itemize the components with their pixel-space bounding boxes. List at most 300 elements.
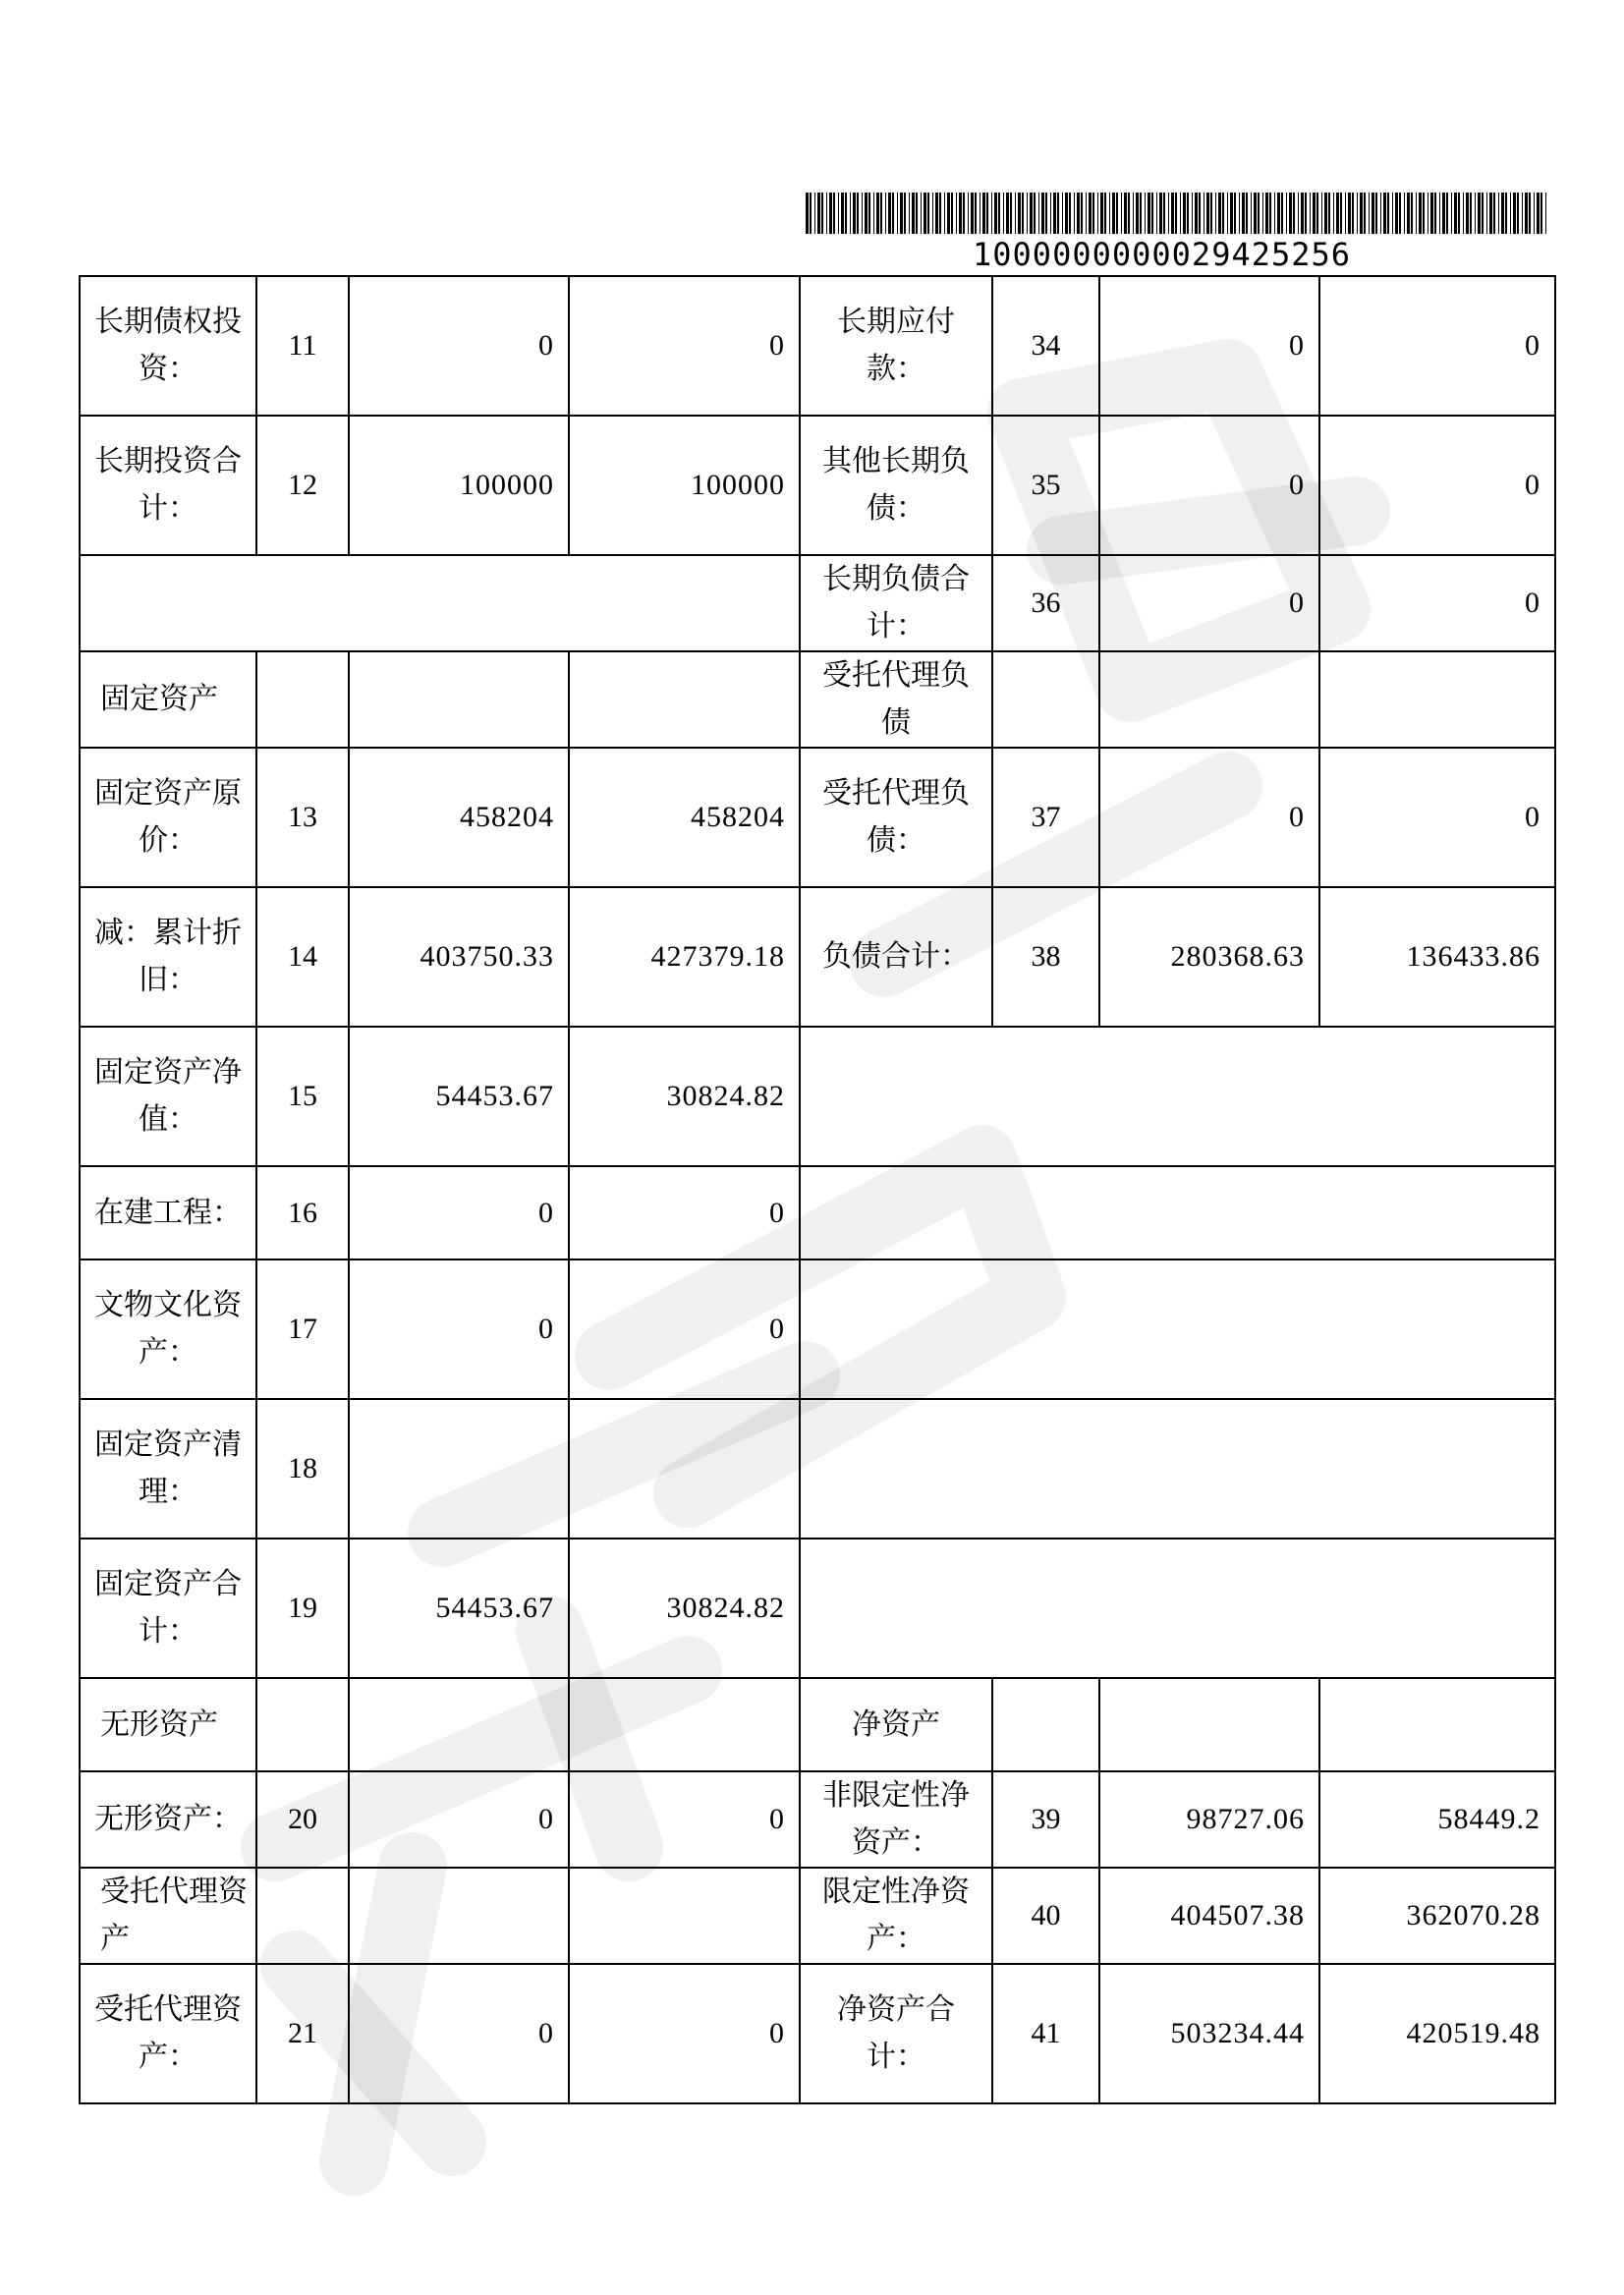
barcode-bar — [1493, 193, 1495, 234]
right-value-2: 0 — [1319, 748, 1555, 887]
barcode-bar — [1041, 193, 1044, 234]
barcode-bar — [1121, 193, 1122, 234]
right-empty-cell — [800, 1259, 1555, 1399]
barcode-bar — [932, 193, 933, 234]
left-empty-cell — [80, 555, 800, 651]
left-value-2 — [569, 651, 800, 748]
barcode-bar — [833, 193, 835, 234]
barcode-bar — [1451, 193, 1452, 234]
barcode-bar — [1195, 193, 1198, 234]
barcode-bar — [968, 193, 969, 234]
barcode-bar — [1439, 193, 1440, 234]
barcode-bar — [971, 193, 974, 234]
right-value-1: 0 — [1099, 748, 1319, 887]
barcode-bar — [865, 193, 868, 234]
barcode-bar — [1136, 193, 1139, 234]
barcode-bar — [1352, 193, 1354, 234]
barcode-bar — [1505, 193, 1507, 234]
barcode-bar — [1498, 193, 1499, 234]
left-line-number: 20 — [256, 1771, 349, 1868]
barcode-bar — [991, 193, 992, 234]
barcode-bar — [1336, 193, 1339, 234]
barcode-bars — [806, 193, 1552, 234]
barcode-bar — [1423, 193, 1425, 234]
barcode-bar — [1050, 193, 1051, 234]
barcode-bar — [1227, 193, 1228, 234]
right-value-2: 136433.86 — [1319, 887, 1555, 1027]
barcode-bar — [1269, 193, 1271, 234]
barcode-bar — [1537, 193, 1540, 234]
barcode-bar — [1018, 193, 1021, 234]
table-row — [80, 1259, 1555, 1399]
barcode-bar — [951, 193, 953, 234]
barcode-bar — [1281, 193, 1283, 234]
barcode-bar — [1501, 193, 1504, 234]
left-line-number: 17 — [256, 1259, 349, 1399]
barcode-bar — [1100, 193, 1103, 234]
right-line-number: 34 — [992, 276, 1099, 416]
barcode-bar — [975, 193, 977, 234]
right-line-number — [992, 1678, 1099, 1771]
left-line-number — [256, 1868, 349, 1964]
barcode-bar — [888, 193, 891, 234]
barcode-bar — [1022, 193, 1024, 234]
barcode-bar — [897, 193, 898, 234]
barcode-bar — [916, 193, 918, 234]
barcode-bar — [900, 193, 903, 234]
barcode-bar — [1062, 193, 1063, 234]
balance-sheet-table — [79, 275, 1556, 2104]
right-line-number — [992, 651, 1099, 748]
left-item-label: 固定资产 — [80, 651, 256, 748]
barcode-bar — [1089, 193, 1092, 234]
left-value-1: 458204 — [349, 748, 569, 887]
table-row — [80, 1027, 1555, 1166]
barcode-bar — [1357, 193, 1358, 234]
barcode-bar — [1234, 193, 1236, 234]
barcode-bar — [1486, 193, 1487, 234]
barcode-bar — [963, 193, 965, 234]
barcode-bar — [1206, 193, 1209, 234]
right-value-1 — [1099, 1678, 1319, 1771]
right-empty-cell — [800, 1166, 1555, 1259]
right-value-2: 420519.48 — [1319, 1964, 1555, 2103]
barcode-bar — [1274, 193, 1275, 234]
barcode-bar — [1534, 193, 1535, 234]
barcode-bar — [1246, 193, 1248, 234]
barcode-bar — [1517, 193, 1519, 234]
barcode-bar — [1145, 193, 1146, 234]
right-value-2: 362070.28 — [1319, 1868, 1555, 1964]
barcode-bar — [1395, 193, 1398, 234]
barcode-bar — [1489, 193, 1492, 234]
left-item-label: 在建工程： — [80, 1166, 256, 1259]
barcode-bar — [1251, 193, 1252, 234]
barcode-bar — [1372, 193, 1374, 234]
barcode-bar — [1199, 193, 1201, 234]
barcode-bar — [850, 193, 851, 234]
barcode-bar — [1470, 193, 1472, 234]
barcode-bar — [1006, 193, 1009, 234]
barcode-bar — [845, 193, 847, 234]
barcode-bar — [1321, 193, 1322, 234]
barcode-bar — [1293, 193, 1295, 234]
barcode-bar — [1156, 193, 1157, 234]
left-item-label: 固定资产净值： — [80, 1027, 256, 1166]
barcode-bar — [1404, 193, 1405, 234]
barcode-bar — [841, 193, 844, 234]
barcode-bar — [1262, 193, 1263, 234]
barcode-bar — [1128, 193, 1130, 234]
barcode-bar — [1027, 193, 1028, 234]
right-item-label: 受托代理负债 — [800, 651, 992, 748]
right-item-label: 长期负债合计： — [800, 555, 992, 651]
left-value-1 — [349, 651, 569, 748]
barcode-bar — [1454, 193, 1457, 234]
barcode-bar — [1180, 193, 1181, 234]
barcode-bar — [880, 193, 882, 234]
barcode-bar — [1383, 193, 1386, 234]
right-item-label: 限定性净资产： — [800, 1868, 992, 1964]
barcode-bar — [1525, 193, 1528, 234]
barcode-bar — [1482, 193, 1484, 234]
left-value-1: 54453.67 — [349, 1027, 569, 1166]
right-value-1: 280368.63 — [1099, 887, 1319, 1027]
table-row — [80, 1678, 1555, 1771]
barcode-bar — [1215, 193, 1216, 234]
table-row — [80, 1539, 1555, 1678]
barcode-bar — [1109, 193, 1110, 234]
right-value-1 — [1099, 651, 1319, 748]
left-line-number: 14 — [256, 887, 349, 1027]
left-value-2: 0 — [569, 1259, 800, 1399]
left-item-label: 固定资产清理： — [80, 1399, 256, 1539]
table-row — [80, 748, 1555, 887]
barcode-bar — [939, 193, 941, 234]
barcode-bar — [909, 193, 910, 234]
barcode-bar — [1053, 193, 1056, 234]
left-value-1 — [349, 1678, 569, 1771]
barcode-bar — [921, 193, 922, 234]
left-value-1: 403750.33 — [349, 887, 569, 1027]
table-row — [80, 1964, 1555, 2103]
right-item-label: 净资产 — [800, 1678, 992, 1771]
barcode-bar — [1380, 193, 1381, 234]
right-line-number: 35 — [992, 416, 1099, 555]
right-value-1: 0 — [1099, 555, 1319, 651]
right-value-1: 404507.38 — [1099, 1868, 1319, 1964]
left-value-2: 100000 — [569, 416, 800, 555]
barcode-bar — [826, 193, 827, 234]
barcode-bar — [1434, 193, 1436, 234]
barcode-bar — [1171, 193, 1174, 234]
barcode-bar — [1265, 193, 1268, 234]
barcode-bar — [1340, 193, 1342, 234]
barcode-bar — [1348, 193, 1351, 234]
barcode-bar — [935, 193, 938, 234]
barcode-bar — [1086, 193, 1087, 234]
barcode-bar — [1442, 193, 1445, 234]
barcode-bar — [1310, 193, 1311, 234]
barcode-bar — [1277, 193, 1280, 234]
barcode-bar — [1045, 193, 1047, 234]
right-value-2 — [1319, 1678, 1555, 1771]
left-value-2 — [569, 1678, 800, 1771]
barcode-bar — [1133, 193, 1134, 234]
barcode-bar — [1286, 193, 1287, 234]
barcode-bar — [829, 193, 832, 234]
right-line-number: 37 — [992, 748, 1099, 887]
barcode-number: 1000000000029425256 — [973, 236, 1352, 273]
barcode-bar — [1522, 193, 1523, 234]
right-value-2: 0 — [1319, 416, 1555, 555]
barcode-bar — [1077, 193, 1080, 234]
barcode-bar — [885, 193, 886, 234]
barcode-bar — [1124, 193, 1127, 234]
left-value-2: 0 — [569, 1964, 800, 2103]
table-row — [80, 1868, 1555, 1964]
left-item-label: 受托代理资产： — [80, 1964, 256, 2103]
barcode-bar — [1210, 193, 1212, 234]
barcode-bar — [1375, 193, 1377, 234]
barcode — [806, 193, 1552, 273]
barcode-bar — [810, 193, 812, 234]
table-row — [80, 651, 1555, 748]
barcode-bar — [944, 193, 945, 234]
barcode-bar — [1478, 193, 1481, 234]
barcode-bar — [1360, 193, 1363, 234]
right-item-label: 净资产合计： — [800, 1964, 992, 2103]
barcode-bar — [1239, 193, 1240, 234]
barcode-bar — [1242, 193, 1245, 234]
left-value-1 — [349, 1868, 569, 1964]
barcode-bar — [1392, 193, 1393, 234]
barcode-bar — [1187, 193, 1189, 234]
barcode-bar — [1416, 193, 1417, 234]
right-empty-cell — [800, 1399, 1555, 1539]
barcode-bar — [1104, 193, 1106, 234]
barcode-bar — [1419, 193, 1422, 234]
left-value-2: 458204 — [569, 748, 800, 887]
barcode-bar — [1097, 193, 1098, 234]
left-line-number: 13 — [256, 748, 349, 887]
left-line-number: 18 — [256, 1399, 349, 1539]
barcode-bar — [1030, 193, 1033, 234]
right-item-label: 非限定性净资产： — [800, 1771, 992, 1868]
barcode-bar — [873, 193, 874, 234]
barcode-bar — [927, 193, 929, 234]
barcode-bar — [1407, 193, 1410, 234]
table-row — [80, 1771, 1555, 1868]
left-line-number: 19 — [256, 1539, 349, 1678]
barcode-bar — [1324, 193, 1327, 234]
barcode-bar — [1411, 193, 1413, 234]
barcode-bar — [982, 193, 985, 234]
barcode-bar — [1369, 193, 1370, 234]
barcode-bar — [1074, 193, 1075, 234]
barcode-bar — [857, 193, 859, 234]
right-line-number: 41 — [992, 1964, 1099, 2103]
barcode-bar — [1446, 193, 1448, 234]
barcode-bar — [1148, 193, 1150, 234]
barcode-bar — [1316, 193, 1318, 234]
left-value-2: 0 — [569, 276, 800, 416]
barcode-bar — [876, 193, 879, 234]
left-line-number — [256, 651, 349, 748]
barcode-bar — [994, 193, 997, 234]
left-line-number — [256, 1678, 349, 1771]
barcode-bar — [806, 193, 809, 234]
barcode-bar — [892, 193, 894, 234]
barcode-bar — [1529, 193, 1531, 234]
barcode-bar — [1057, 193, 1059, 234]
barcode-bar — [1458, 193, 1460, 234]
right-line-number: 38 — [992, 887, 1099, 1027]
barcode-bar — [1333, 193, 1334, 234]
left-item-label: 减：累计折旧： — [80, 887, 256, 1027]
left-value-1: 0 — [349, 1964, 569, 2103]
barcode-bar — [1298, 193, 1299, 234]
right-item-label: 其他长期负债： — [800, 416, 992, 555]
barcode-bar — [1301, 193, 1304, 234]
left-value-2: 0 — [569, 1771, 800, 1868]
left-value-2: 0 — [569, 1166, 800, 1259]
left-item-label: 文物文化资产： — [80, 1259, 256, 1399]
barcode-bar — [1081, 193, 1083, 234]
right-value-2 — [1319, 651, 1555, 748]
barcode-bar — [1328, 193, 1330, 234]
barcode-bar — [1218, 193, 1221, 234]
right-value-2: 0 — [1319, 555, 1555, 651]
right-value-1: 0 — [1099, 276, 1319, 416]
right-value-1: 503234.44 — [1099, 1964, 1319, 2103]
barcode-bar — [1159, 193, 1162, 234]
barcode-bar — [1065, 193, 1068, 234]
barcode-bar — [912, 193, 915, 234]
barcode-bar — [1069, 193, 1071, 234]
table-row — [80, 416, 1555, 555]
right-line-number: 40 — [992, 1868, 1099, 1964]
left-value-2: 427379.18 — [569, 887, 800, 1027]
left-item-label: 固定资产合计： — [80, 1539, 256, 1678]
barcode-bar — [838, 193, 839, 234]
barcode-bar — [1430, 193, 1433, 234]
left-item-label: 长期投资合计： — [80, 416, 256, 555]
left-line-number: 15 — [256, 1027, 349, 1166]
barcode-bar — [1399, 193, 1401, 234]
barcode-bar — [904, 193, 906, 234]
left-value-1: 100000 — [349, 416, 569, 555]
left-value-2 — [569, 1868, 800, 1964]
barcode-bar — [868, 193, 870, 234]
barcode-bar — [947, 193, 950, 234]
barcode-bar — [1510, 193, 1511, 234]
barcode-bar — [1466, 193, 1469, 234]
barcode-bar — [1112, 193, 1115, 234]
left-line-number: 21 — [256, 1964, 349, 2103]
barcode-bar — [1092, 193, 1094, 234]
right-line-number: 39 — [992, 1771, 1099, 1868]
barcode-bar — [1151, 193, 1153, 234]
right-empty-cell — [800, 1027, 1555, 1166]
table-row — [80, 887, 1555, 1027]
left-line-number: 16 — [256, 1166, 349, 1259]
barcode-bar — [1222, 193, 1224, 234]
barcode-bar — [1313, 193, 1316, 234]
left-value-1: 54453.67 — [349, 1539, 569, 1678]
barcode-bar — [1163, 193, 1165, 234]
right-empty-cell — [800, 1539, 1555, 1678]
right-value-1: 0 — [1099, 416, 1319, 555]
barcode-bar — [1289, 193, 1292, 234]
barcode-bar — [924, 193, 926, 234]
left-value-1: 0 — [349, 1771, 569, 1868]
barcode-bar — [1175, 193, 1177, 234]
left-item-label: 受托代理资产 — [80, 1868, 256, 1964]
right-item-label: 负债合计： — [800, 887, 992, 1027]
barcode-bar — [853, 193, 856, 234]
barcode-bar — [1192, 193, 1193, 234]
right-value-1: 98727.06 — [1099, 1771, 1319, 1868]
barcode-bar — [1475, 193, 1476, 234]
barcode-bar — [1015, 193, 1016, 234]
barcode-bar — [956, 193, 957, 234]
left-value-2 — [569, 1399, 800, 1539]
left-value-1: 0 — [349, 276, 569, 416]
left-item-label: 固定资产原价： — [80, 748, 256, 887]
barcode-bar — [1387, 193, 1389, 234]
right-value-2: 0 — [1319, 276, 1555, 416]
barcode-bar — [817, 193, 820, 234]
barcode-bar — [1168, 193, 1169, 234]
barcode-bar — [1345, 193, 1346, 234]
table-row — [80, 1166, 1555, 1259]
left-line-number: 12 — [256, 416, 349, 555]
barcode-bar — [998, 193, 1000, 234]
table-row — [80, 276, 1555, 416]
barcode-bar — [1254, 193, 1257, 234]
table-row — [80, 555, 1555, 651]
barcode-bar — [1003, 193, 1004, 234]
left-item-label: 无形资产： — [80, 1771, 256, 1868]
right-item-label: 长期应付款： — [800, 276, 992, 416]
barcode-bar — [1305, 193, 1307, 234]
barcode-bar — [1010, 193, 1012, 234]
barcode-bar — [959, 193, 962, 234]
left-item-label: 无形资产 — [80, 1678, 256, 1771]
barcode-bar — [1116, 193, 1118, 234]
table-row — [80, 1399, 1555, 1539]
left-item-label: 长期债权投资： — [80, 276, 256, 416]
left-value-1 — [349, 1399, 569, 1539]
barcode-bar — [1183, 193, 1186, 234]
barcode-bar — [1140, 193, 1142, 234]
barcode-bar — [1513, 193, 1516, 234]
barcode-bar — [814, 193, 815, 234]
right-value-2: 58449.2 — [1319, 1771, 1555, 1868]
right-line-number: 36 — [992, 555, 1099, 651]
left-value-1: 0 — [349, 1259, 569, 1399]
left-value-2: 30824.82 — [569, 1027, 800, 1166]
barcode-bar — [1258, 193, 1260, 234]
barcode-bar — [986, 193, 988, 234]
left-value-2: 30824.82 — [569, 1539, 800, 1678]
barcode-bar — [1038, 193, 1039, 234]
barcode-bar — [1545, 193, 1546, 234]
barcode-bar — [1034, 193, 1036, 234]
barcode-bar — [1230, 193, 1233, 234]
left-line-number: 11 — [256, 276, 349, 416]
